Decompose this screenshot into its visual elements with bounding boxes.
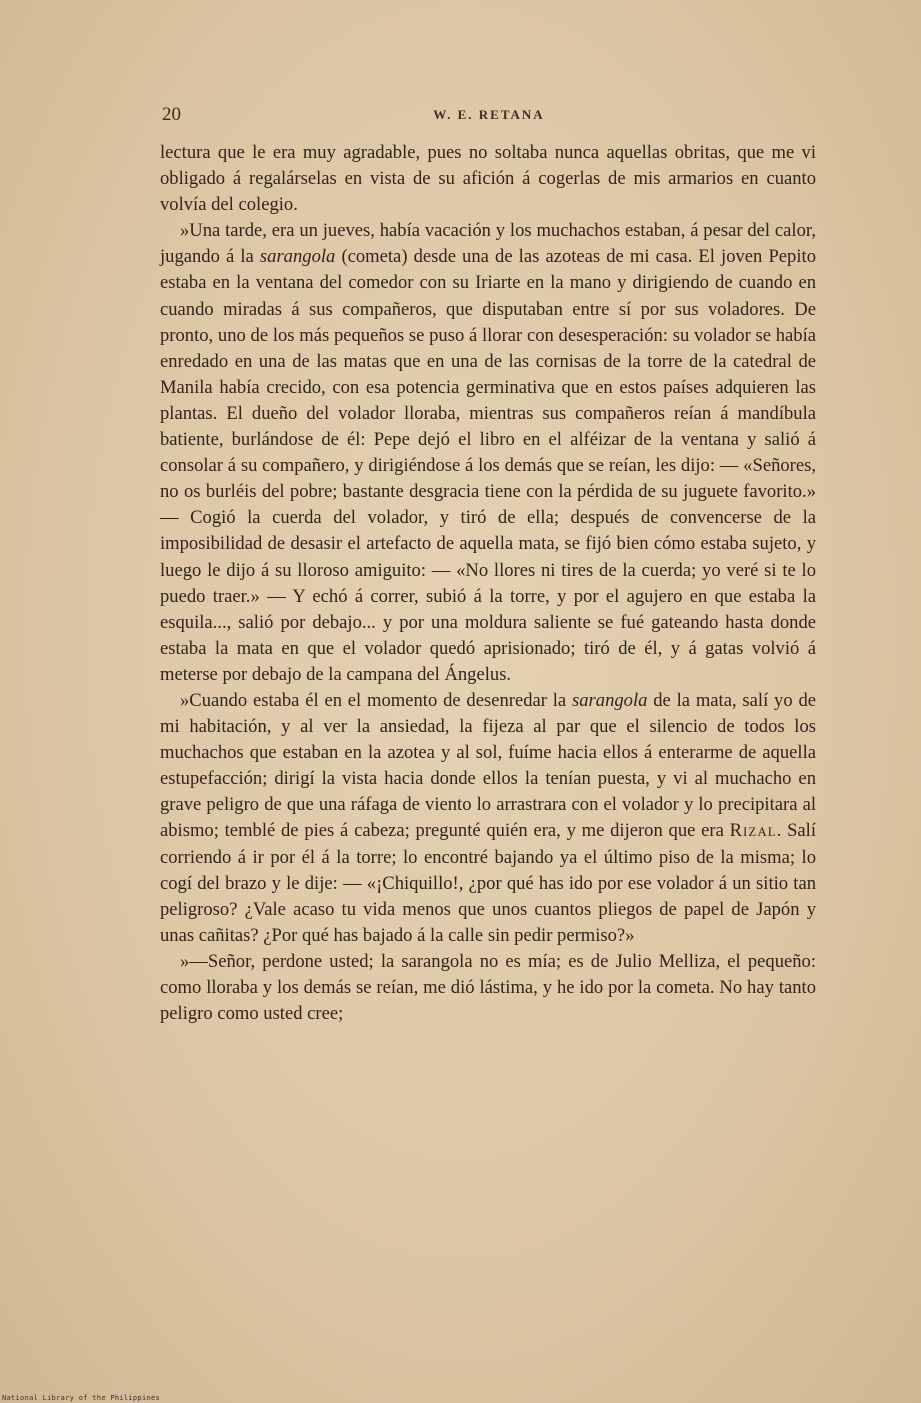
text-segment: »Cuando estaba él en el momento de desenredar la — [180, 689, 572, 711]
text-segment: (cometa) desde una de las azoteas de mi casa. El joven Pepito estaba en la ventana del comedor con su Iriarte en la mano y dirigiendo de cuando en cuando miradas á sus compañeros, que disputaban entre sí por sus voladores. De pronto, uno de los más pequeños se puso á llorar con desesperación: su volador se había enredado en una de las matas que en una de las cornisas de la torre de la catedral de Manila había crecido, con esa potencia germinativa que en estos países adquieren las plantas. El dueño del volador lloraba, mientras sus compañeros reían á mandíbula batiente, burlándose de él: Pepe dejó el libro en el alféizar de la ventana y salió á consolar á su compañero, y dirigiéndose á los demás que se reían, les dijo: — «Señores, no os burléis del pobre; bastante desgracia tiene con la pérdida de su juguete favorito.» — Cogió la cuerda del volador, y tiró de ella; después de convencerse de la imposibilidad de desasir el artefacto de aquella mata, se fijó bien cómo estaba sujeto, y luego le dijo á su lloroso amiguito: — «No llores ni tires de la cuerda; yo veré si te lo puedo traer.» — Y echó á correr, subió á la torre, y por el agujero en que estaba la esquila..., salió por debajo... y por una moldura saliente se fué gateando hasta donde estaba la mata en que el volador quedó aprisionado; tiró de él, y á gatas volvió á meterse por debajo de la campana del Ángelus. — [160, 246, 816, 685]
text-segment: . Salí corriendo á ir por él á la torre; lo encontré bajando ya el último piso de la misma; lo cogí del brazo y le dije: — «¡Chiquillo!, ¿por qué has ido por ese volador á un sitio tan peligroso? ¿Vale acaso tu vida menos que unos cuantos pliegos de papel de Japón y unas cañitas? ¿Por qué has bajado á la calle sin pedir permiso?» — [160, 820, 816, 946]
name-smallcaps: Rizal — [729, 820, 777, 842]
text-segment: »—Señor, perdone usted; la sarangola no es mía; es de Julio Melliza, el pequeño: como lloraba y los demás se reían, me dió lástima, y he ido por la cometa. No hay tanto peligro como usted cree; — [160, 950, 816, 1025]
page-number: 20 — [162, 104, 181, 125]
text-segment: »Una tarde, era un jueves, había vacación y los muchachos estaban, á pesar del calor, jugando á la — [160, 220, 816, 268]
paragraph — [160, 140, 816, 218]
text-segment: lectura que le era muy agradable, pues no soltaba nunca aquellas obritas, que me vi obligado á regalárselas en vista de su afición á cogerlas de mis armarios en cuanto volvía del colegio. — [160, 142, 816, 216]
body-text — [160, 140, 816, 1027]
library-credit: National Library of the Philippines — [2, 1394, 161, 1402]
paragraph — [160, 949, 816, 1027]
italic-term: sarangola — [572, 689, 648, 711]
page-header — [162, 104, 816, 128]
paragraph — [160, 688, 816, 949]
running-head: W. E. RETANA — [433, 107, 545, 122]
paragraph — [160, 218, 816, 688]
text-segment: de la mata, salí yo de mi habitación, y al ver la ansiedad, la fijeza al par que el silencio de todos los muchachos que estaban en la azotea y al sol, fuíme hacia ellos á enterarme de aquella estupefacción; dirigí la vista hacia donde ellos la tenían puesta, y vi al muchacho en grave peligro de que una ráfaga de viento lo arrastrara con el volador y lo precipitara al abismo; temblé de pies á cabeza; pregunté quién era, y me dijeron que era — [160, 689, 816, 842]
italic-term: sarangola — [259, 246, 336, 268]
